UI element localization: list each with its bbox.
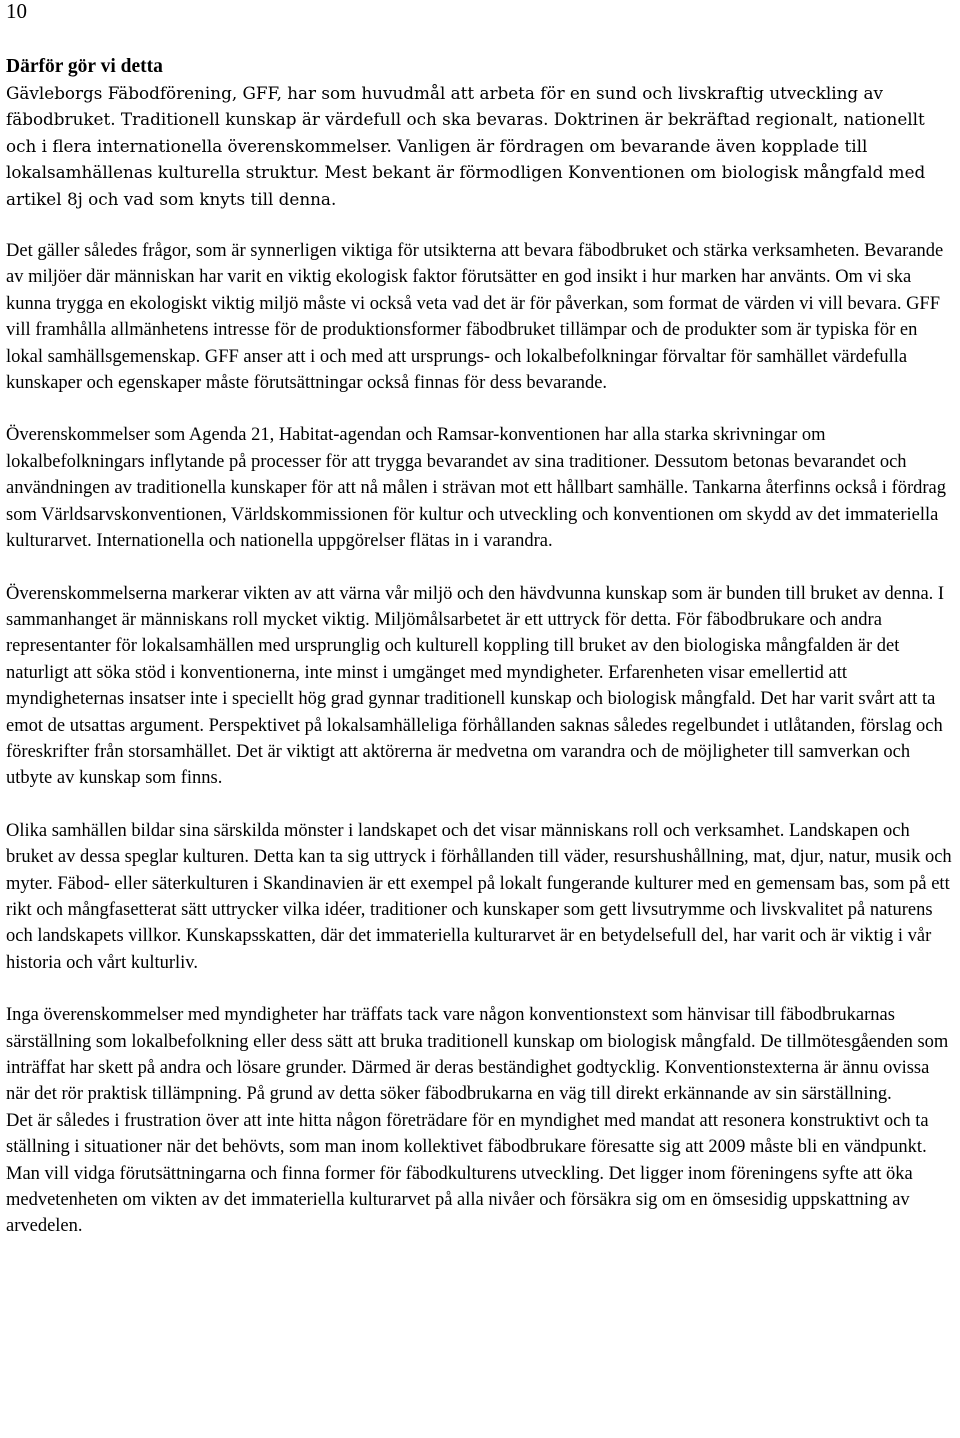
section-heading: Därför gör vi detta <box>6 56 163 77</box>
paragraph-no-agreements: Inga överenskommelser med myndigheter har träffats tack vare någon konventionstext som hänvisar till fäbodbrukarnas särställning som lokalbefolkning eller dess sätt att bruka traditionell kunskap om biologisk mångfald. De tillmötesgåenden som inträffat har skett på andra och lösare grunder. Därmed är deras beständighet godtycklig. Konventionstexterna är ännu ovissa när det rör praktisk tillämpning. På grund av detta söker fäbodbrukarna en väg till direkt erkännande av sin särställning. <box>6 1005 949 1105</box>
page-number: 10 <box>6 0 27 23</box>
paragraph-turning-point: Det är således i frustration över att inte hitta någon företrädare för en myndighet med mandat att resonera konstruktivt och ta ställning i situationer när det behövts, som man inom kollektivet fäbodbrukare föresatte sig att 2009 måste bli en vändpunkt. Man vill vidga förutsättningarna och finna former för fäbodkulturens utveckling. Det ligger inom föreningens syfte att öka medvetenheten om vikten av det immateriella kulturarvet på alla nivåer och försäkra sig om en ömsesidig uppskattning av arvedelen. <box>6 1110 929 1237</box>
paragraph-landscape: Olika samhällen bildar sina särskilda mönster i landskapet och det visar människans roll och verksamhet. Landskapen och bruket av dessa speglar kulturen. Detta kan ta sig uttryck i förhållanden till väder, resurshushållning, mat, djur, natur, musik och myter. Fäbod- eller säterkulturen i Skandinavien är ett exempel på lokalt fungerande kulturer med en gemensam bas, som på ett rikt och mångfasetterat sätt uttrycker vilka idéer, traditioner och kunskaper som gett livsutrymme och livskvalitet på naturens och landskapets villkor. Kunskapsskatten, där det immateriella kulturarvet är en betydelsefull del, har varit och är viktig i vår historia och vårt kulturliv. <box>6 820 952 973</box>
intro-paragraph: Gävleborgs Fäbodförening, GFF, har som huvudmål att arbeta för en sund och livskraftig utveckling av fäbodbruket. Traditionell kunskap är värdefull och ska bevaras. Doktrinen är bekräftad regionalt, nationellt och i flera internationella överenskommelser. Vanligen är fördragen om bevarande även kopplade till lokalsamhällenas kulturella struktur. Mest bekant är förmodligen Konventionen om biologisk mångfald med artikel 8j och vad som knyts till denna. <box>6 83 926 209</box>
paragraph-environment: Överenskommelserna markerar vikten av att värna vår miljö och den hävdvunna kunskap som är bunden till bruket av denna. I sammanhanget är människans roll mycket viktig. Miljömålsarbetet är ett uttryck för detta. För fäbodbrukare och andra representanter för lokalsamhällen med ursprunglig och kulturell koppling till bruket av den biologiska mångfalden är det naturligt att söka stöd i konventionerna, inte minst i umgänget med myndigheter. Erfarenheten visar emellertid att myndigheternas insatser inte i speciellt hög grad gynnar traditionell kunskap och biologisk mångfald. Det har varit svårt att ta emot de utsattas argument. Perspektivet på lokalsamhälleliga förhållanden saknas således regelbundet i utlåtanden, förslag och föreskrifter från storsamhället. Det är viktigt att aktörerna är medvetna om varandra och de möjligheter till samverkan och utbyte av kunskap som finns. <box>6 583 945 789</box>
paragraph-agreements: Överenskommelser som Agenda 21, Habitat-agendan och Ramsar-konventionen har alla starka skrivningar om lokalbefolkningars inflytande på processer för att trygga bevarandet av sina traditioner. Dessutom betonas bevarandet och användningen av traditionella kunskaper för att nå målen i strävan mot ett hållbart samhälle. Tankarna återfinns också i fördrag som Världsarvskonventionen, Världskommissionen för kultur och utveckling och konventionen om skydd av det immateriella kulturarvet. Internationella och nationella uppgörelser flätas in i varandra. <box>6 425 946 552</box>
paragraph-conditions: Det gäller således frågor, som är synnerligen viktiga för utsikterna att bevara fäbodbruket och stärka verksamheten. Bevarande av miljöer där människan har varit en viktig ekologisk faktor förutsätter en god insikt i hur marken har använts. Om vi ska kunna trygga en ekologiskt viktig miljö måste vi också veta vad det är för påverkan, som format de värden vi vill bevara. GFF vill framhålla allmänhetens intresse för de produktionsformer fäbodbruket tillämpar och de produkter som är typiska för en lokal samhällsgemenskap. GFF anser att i och med att ursprungs- och lokalbefolkningar förvaltar för samhället värdefulla kunskaper och egenskaper måste förutsättningar också finnas för dess bevarande. <box>6 241 944 394</box>
document-body <box>6 54 954 1240</box>
